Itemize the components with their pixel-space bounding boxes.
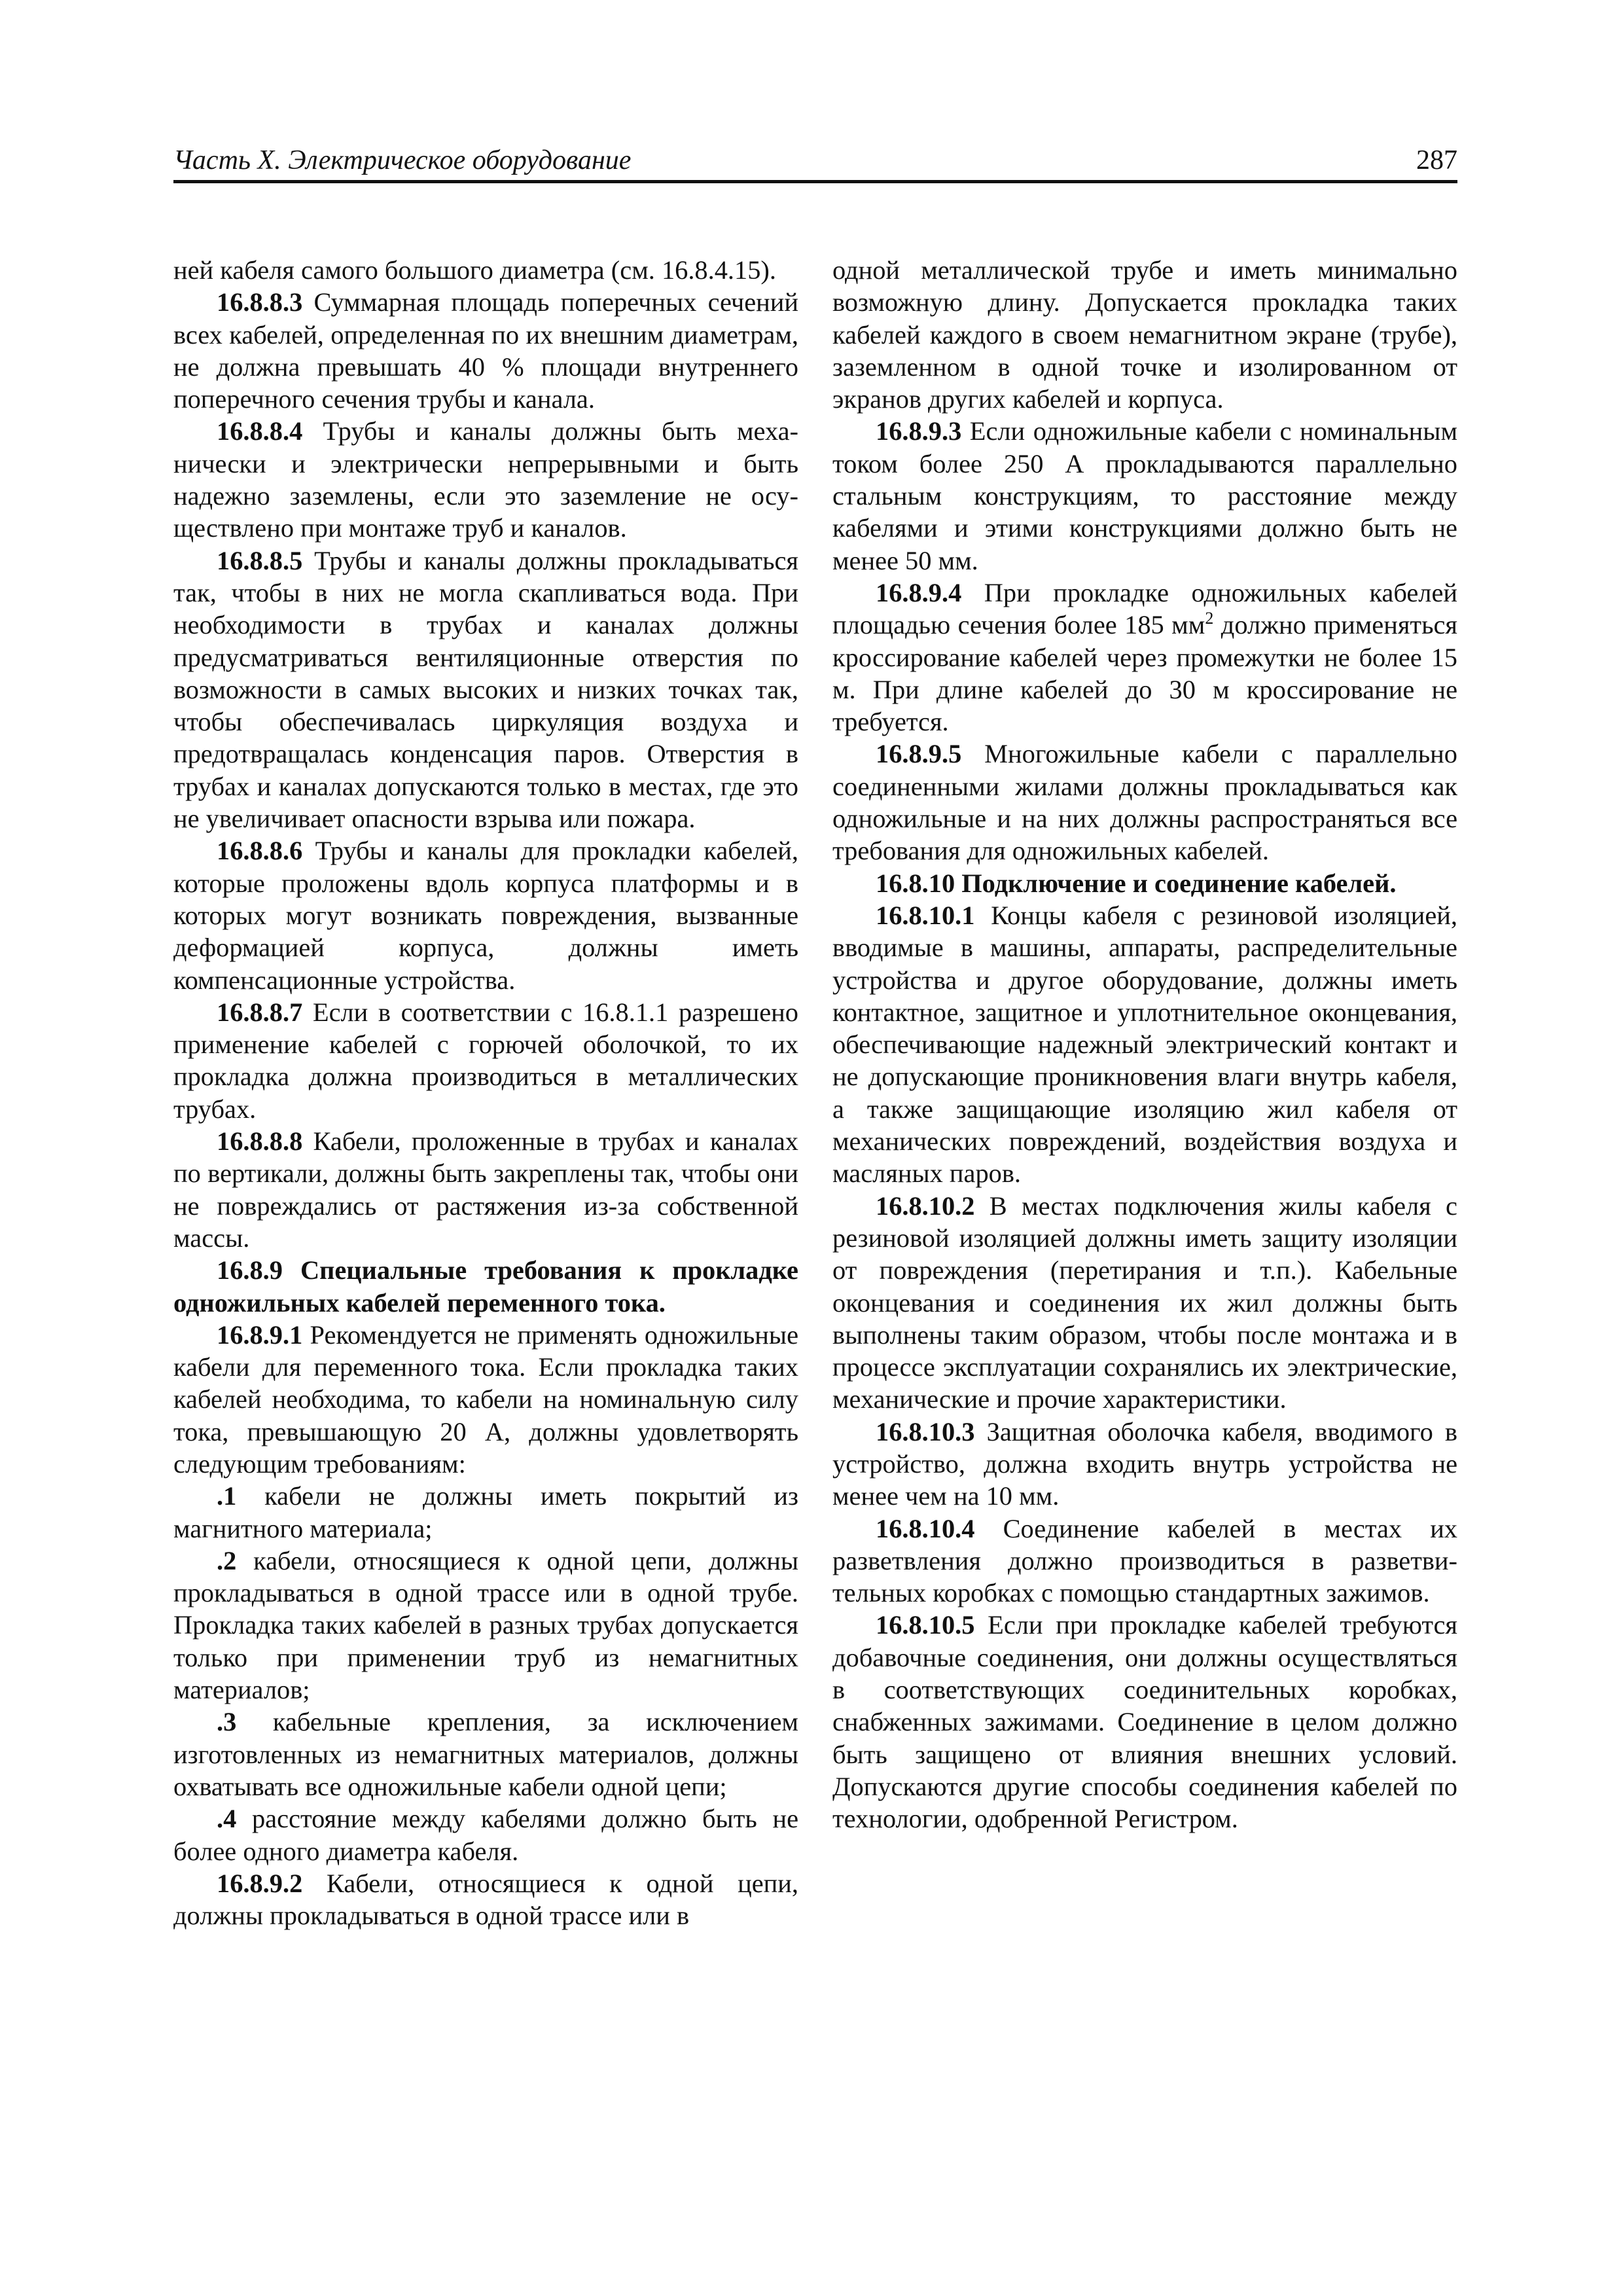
paragraph [173,1125,798,1254]
paragraph-text: В местах подключения жилы кабеля с резиновой изоляцией должны иметь защиту изоляции от повреждения (перетирания и т.п.). Кабельные оконцевания и соединения их жил должны быть выполнены таким образом, чтобы после монтажа и в процессе эксплуатации сохранялись их электрические, механические и прочие характеристики. [832,1191,1457,1414]
paragraph-text: Если одножильные кабели с номинальным током более 250 А прокладываются параллельно стальным конструкциям, то расстояние между кабелями и этими конструкциями должно быть не менее 50 мм. [832,416,1457,575]
paragraph-text: Защитная оболочка кабеля, вводимого в устройство, должна входить внутрь устройства не менее чем на 10 мм. [832,1416,1457,1511]
clause-number: 16.8.10.5 [876,1610,975,1640]
paragraph [173,254,798,286]
left-column [173,254,798,1931]
paragraph [832,415,1457,576]
clause-number: 16.8.8.5 [217,545,303,575]
list-item-number: .2 [217,1545,237,1575]
clause-number: 16.8.8.6 [217,836,303,866]
paragraph [832,1416,1457,1513]
clause-number: 16.8.9.2 [217,1868,303,1898]
paragraph-text: должно применяться кроссирование кабелей через промежутки не более 15 м. При длине кабелей до 30 м кроссирование не требуется. [832,610,1458,737]
paragraph-text: Если при прокладке кабелей требуются добавочные соединения, они должны осуществляться в соответствующих соединительных коробках, снабженных зажимами. Соединение в целом должно быть защищено от влияния внешних условий. Допускаются другие способы соединения кабелей по технологии, одобренной Регистром. [832,1610,1457,1834]
paragraph [832,738,1457,867]
running-title: Часть X. Электрическое оборудование [173,145,632,175]
clause-number: 16.8.8.7 [217,997,303,1027]
section-heading-text: 16.8.10 Подключение и соединение кабелей. [876,868,1397,898]
list-item-text: расстояние между кабелями должно быть не более одного диаметра кабеля. [173,1804,798,1866]
paragraph-text: Трубы и каналы должны быть механически и электрически непрерывными и быть надежно заземлены, если это заземление не осуществлено при монтаже труб и каналов. [173,416,798,543]
paragraph-text: ней кабеля самого большого диаметра (см. 16.8.4.15). [173,255,776,285]
paragraph [173,1319,798,1480]
clause-number: 16.8.9.4 [876,577,962,607]
clause-number: 16.8.10.1 [876,900,975,930]
paragraph-text: Суммарная площадь поперечных сечений всех кабелей, определенная по их внешним диаметрам, не должна превышать 40 % площади внутреннего поперечного сечения трубы и канала. [173,287,798,414]
page-header [173,141,1457,183]
list-item-number: .1 [217,1481,237,1511]
clause-number: 16.8.10.4 [876,1513,975,1543]
clause-number: 16.8.10.3 [876,1416,975,1446]
paragraph-text: Кабели, относящиеся к одной цепи, должны прокладываться в одной трассе или в [173,1868,798,1931]
paragraph [832,1609,1457,1835]
right-column [832,254,1457,1835]
paragraph-text: одной металлической трубе и иметь минимально возможную длину. Допускается прокладка таких кабелей каждого в своем немагнитном экране (трубе), заземленном в одной точке и изолированном от экранов других кабелей и корпуса. [832,255,1457,414]
list-item-number: .3 [217,1707,237,1737]
list-item-text: кабельные крепления, за исключением изготовленных из немагнитных материалов, должны охватывать все одножильные кабели одной цепи; [173,1707,798,1801]
paragraph [173,1867,798,1932]
clause-number: 16.8.8.3 [217,287,303,317]
list-item-number: .4 [217,1804,237,1834]
clause-number: 16.8.9.5 [876,739,962,769]
paragraph [173,996,798,1125]
section-heading-text: 16.8.9 Специальные требования к прокладке одножильных кабелей переменного тока. [173,1255,798,1318]
list-item [173,1480,798,1545]
paragraph [832,1190,1457,1416]
paragraph-text: Соединение кабелей в местах их разветвления должно производиться в разветвительных коробках с помощью стандартных зажимов. [832,1513,1457,1608]
page-number: 287 [1416,145,1457,175]
paragraph [832,1513,1457,1609]
paragraph-text: Концы кабеля с резиновой изоляцией, вводимые в машины, аппараты, распределительные устройства и другое оборудование, должны иметь контактное, защитное и уплотнительное оконцевания, обеспечивающие надежный электрический контакт и не допускающие проникновения влаги внутрь кабеля, а также защищающие изоляцию жил кабеля от механических повреждений, воздействия воздуха и масляных паров. [832,900,1457,1189]
paragraph-text: Трубы и каналы для прокладки кабелей, которые проложены вдоль корпуса платформы и в которых могут возникать повреждения, вызванные деформацией корпуса, должны иметь компенсационные устройства. [173,836,798,995]
paragraph [173,834,798,996]
list-item-text: кабели не должны иметь покрытий из магнитного материала; [173,1481,798,1543]
section-heading [173,1254,798,1319]
superscript: 2 [1205,609,1214,628]
paragraph [173,545,798,835]
paragraph-text: Если в соответствии с 16.8.1.1 разрешено применение кабелей с горючей оболочкой, то их прокладка должна производиться в металлических трубах. [173,997,798,1124]
paragraph [173,415,798,544]
paragraph [832,577,1457,738]
clause-number: 16.8.8.4 [217,416,303,446]
clause-number: 16.8.9.1 [217,1319,303,1350]
clause-number: 16.8.8.8 [217,1126,303,1157]
paragraph [173,286,798,415]
paragraph-text: Трубы и каналы должны прокладываться так, чтобы в них не могла скапливаться вода. При необходимости в трубах и каналах должны предусматриваться вентиляционные отверстия по возможности в самых высоких и низких точках так, чтобы обеспечивалась циркуляция воздуха и предотвращалась конденсация паров. Отверстия в трубах и каналах допускаются только в местах, где это не увеличивает опасности взрыва или пожара. [173,545,798,834]
paragraph [832,899,1457,1190]
paragraph-text: Кабели, проложенные в трубах и каналах по вертикали, должны быть закреплены так, чтобы они не повреждались от растяжения из-за собственной массы. [173,1126,798,1253]
list-item [173,1803,798,1867]
list-item [173,1706,798,1803]
list-item [173,1545,798,1706]
section-heading [832,867,1457,899]
paragraph-text: При прокладке одножильных кабелей площадью сечения более 185 мм [832,577,1457,640]
clause-number: 16.8.10.2 [876,1191,975,1221]
paragraph [832,254,1457,415]
paragraph-text: Многожильные кабели с параллельно соединенными жилами должны прокладываться как одножильные и на них должны распространяться все требования для одножильных кабелей. [832,739,1457,866]
clause-number: 16.8.9.3 [876,416,962,446]
paragraph-text: Рекомендуется не применять одножильные кабели для переменного тока. Если прокладка таких кабелей необходима, то кабели на номинальную силу тока, превышающую 20 А, должны удовлетворять следующим требованиям: [173,1319,798,1479]
list-item-text: кабели, относящиеся к одной цепи, должны прокладываться в одной трассе или в одной трубе. Прокладка таких кабелей в разных трубах допускается только при применении труб из немагнитных материалов; [173,1545,798,1705]
